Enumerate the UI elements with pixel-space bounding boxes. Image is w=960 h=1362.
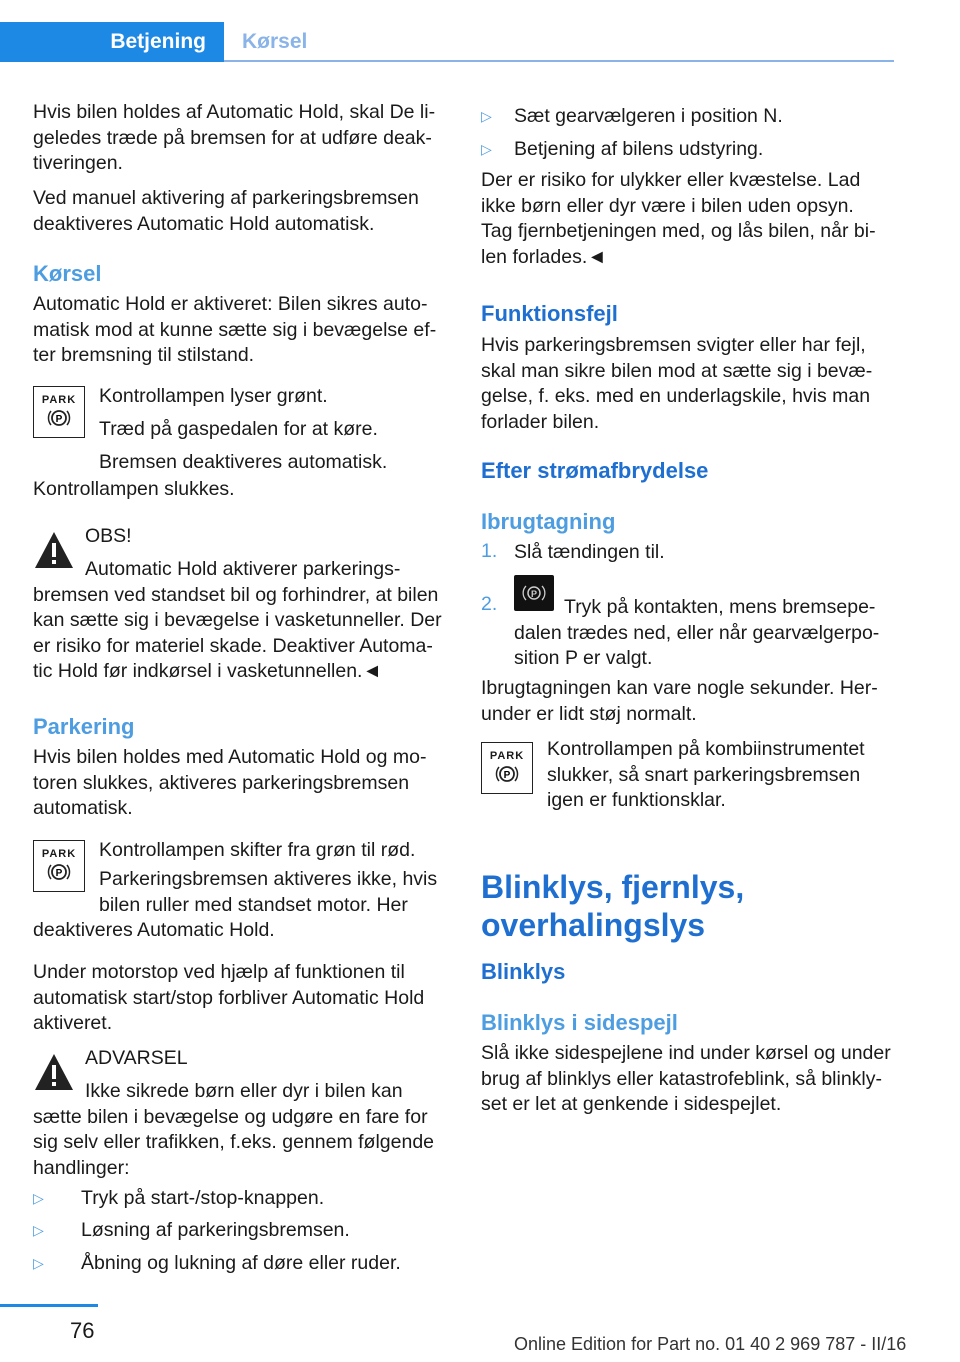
paragraph: Ved manuel aktivering af parkeringsbremsen deaktiveres Automatic Hold automatisk.	[33, 187, 419, 235]
lamp-text: Kontrollampen lyser grønt. Træd på gaspedalen for at køre. Bremsen deaktiveres automatisk.	[99, 385, 388, 473]
header-rule	[224, 60, 894, 62]
park-brake-icon: PARK P	[481, 742, 533, 794]
paragraph: Under motorstop ved hjælp af funktionen til automatisk start/stop forbliver Automatic Hold aktiveret.	[33, 961, 425, 1034]
triangle-bullet-icon: ▷	[481, 108, 492, 124]
heading-korsel: Kørsel	[33, 261, 102, 286]
paragraph: Slå ikke sidespejlene ind under kørsel og under brug af blinklys eller katastrofeblink, så blinkly- set er let at genkende i sidespejlet.	[481, 1042, 891, 1115]
paragraph: Hvis bilen holdes af Automatic Hold, skal De li- geledes træde på bremsen for at udføre deak- tiveringen.	[33, 101, 436, 174]
advarsel-title: ADVARSEL	[85, 1047, 188, 1069]
advarsel-text: Ikke sikrede børn eller dyr i bilen kan sætte bilen i bevægelse og udgøre en fare for sig selv eller trafikken, f.eks. gennem følgende handlinger:	[33, 1080, 435, 1179]
park-brake-icon: PARK P	[33, 840, 85, 892]
footer-edition: Online Edition for Part no. 01 40 2 969 787 - II/16	[514, 1334, 907, 1354]
step-1: 1. Slå tændingen til.	[481, 540, 665, 563]
triangle-bullet-icon: ▷	[33, 1222, 44, 1238]
heading-ibrugtagning: Ibrugtagning	[481, 509, 616, 534]
paragraph: Automatic Hold er aktiveret: Bilen sikres auto- matisk mod at kunne sætte sig i bevægelse ef- ter bremsning til stilstand.	[33, 293, 437, 366]
heading-blinklys: Blinklys	[481, 959, 566, 984]
heading-parkering: Parkering	[33, 714, 135, 739]
heading-blinklys-sidespejl: Blinklys i sidespejl	[481, 1010, 678, 1035]
list-item: ▷ Åbning og lukning af døre eller ruder.	[33, 1251, 453, 1277]
paragraph: Kontrollampen slukkes.	[33, 478, 235, 500]
obs-text: Automatic Hold aktiverer parkerings- bremsen ved standset bil og forhindrer, at bilen kan sætte sig i bevægelse i vasketunneller. Der er risiko for materiel skade. Deaktiver Automa- tic Hold før indkørsel i vasketunnellen.◄	[33, 558, 442, 682]
svg-text:P: P	[530, 589, 538, 599]
obs-title: OBS!	[85, 525, 132, 547]
list-item: ▷ Sæt gearvælgeren i position N.	[481, 104, 901, 130]
header	[0, 0, 894, 62]
step-2: 2. P Tryk på kontakten, mens bremsepe- dalen trædes ned, eller når gearvælgerpo- sition P er valgt.	[481, 575, 901, 670]
lamp-text: Kontrollampen skifter fra grøn til rød. Parkeringsbremsen aktiveres ikke, hvis bilen ruller med standset motor. Her deaktiveres Automatic Hold.	[33, 839, 438, 941]
paragraph: Hvis bilen holdes med Automatic Hold og mo- toren slukkes, aktiveres parkeringsbremsen automatisk.	[33, 746, 427, 819]
svg-text:P: P	[55, 868, 63, 879]
svg-text:P: P	[503, 770, 511, 781]
triangle-bullet-icon: ▷	[481, 141, 492, 157]
heading-funktionsfejl: Funktionsfejl	[481, 301, 618, 326]
heading-efter-stromafbrydelse: Efter strømafbrydelse	[481, 458, 709, 483]
list-item: ▷ Tryk på start-/stop-knappen.	[33, 1186, 453, 1212]
triangle-bullet-icon: ▷	[33, 1255, 44, 1271]
page-number: 76	[70, 1318, 95, 1343]
lamp-text: Kontrollampen på kombiinstrumentet slukker, så snart parkeringsbremsen igen er funktionsklar.	[547, 738, 865, 811]
heading-blinklys-fjernlys: Blinklys, fjernlys, overhalingslys	[481, 869, 745, 943]
list-item: ▷ Løsning af parkeringsbremsen.	[33, 1218, 453, 1244]
svg-text:P: P	[55, 414, 63, 425]
list-item: ▷ Betjening af bilens udstyring.	[481, 137, 901, 163]
triangle-bullet-icon: ▷	[33, 1190, 44, 1206]
paragraph: Der er risiko for ulykker eller kvæstelse. Lad ikke børn eller dyr være i bilen uden opsyn. Tag fjernbetjeningen med, og lås bilen, når bi- len forlades.◄	[481, 169, 876, 268]
paragraph: Ibrugtagningen kan vare nogle sekunder. Her- under er lidt støj normalt.	[481, 677, 878, 725]
tab-korsel[interactable]: Kørsel	[242, 30, 308, 53]
park-brake-icon: PARK P	[33, 386, 85, 438]
footer-rule	[0, 1304, 98, 1307]
paragraph: Hvis parkeringsbremsen svigter eller har fejl, skal man sikre bilen mod at sætte sig i bevæ- gelse, f. eks. med en underlagskile, hvis man forlader bilen.	[481, 334, 873, 433]
tab-betjening[interactable]: Betjening	[0, 22, 224, 62]
